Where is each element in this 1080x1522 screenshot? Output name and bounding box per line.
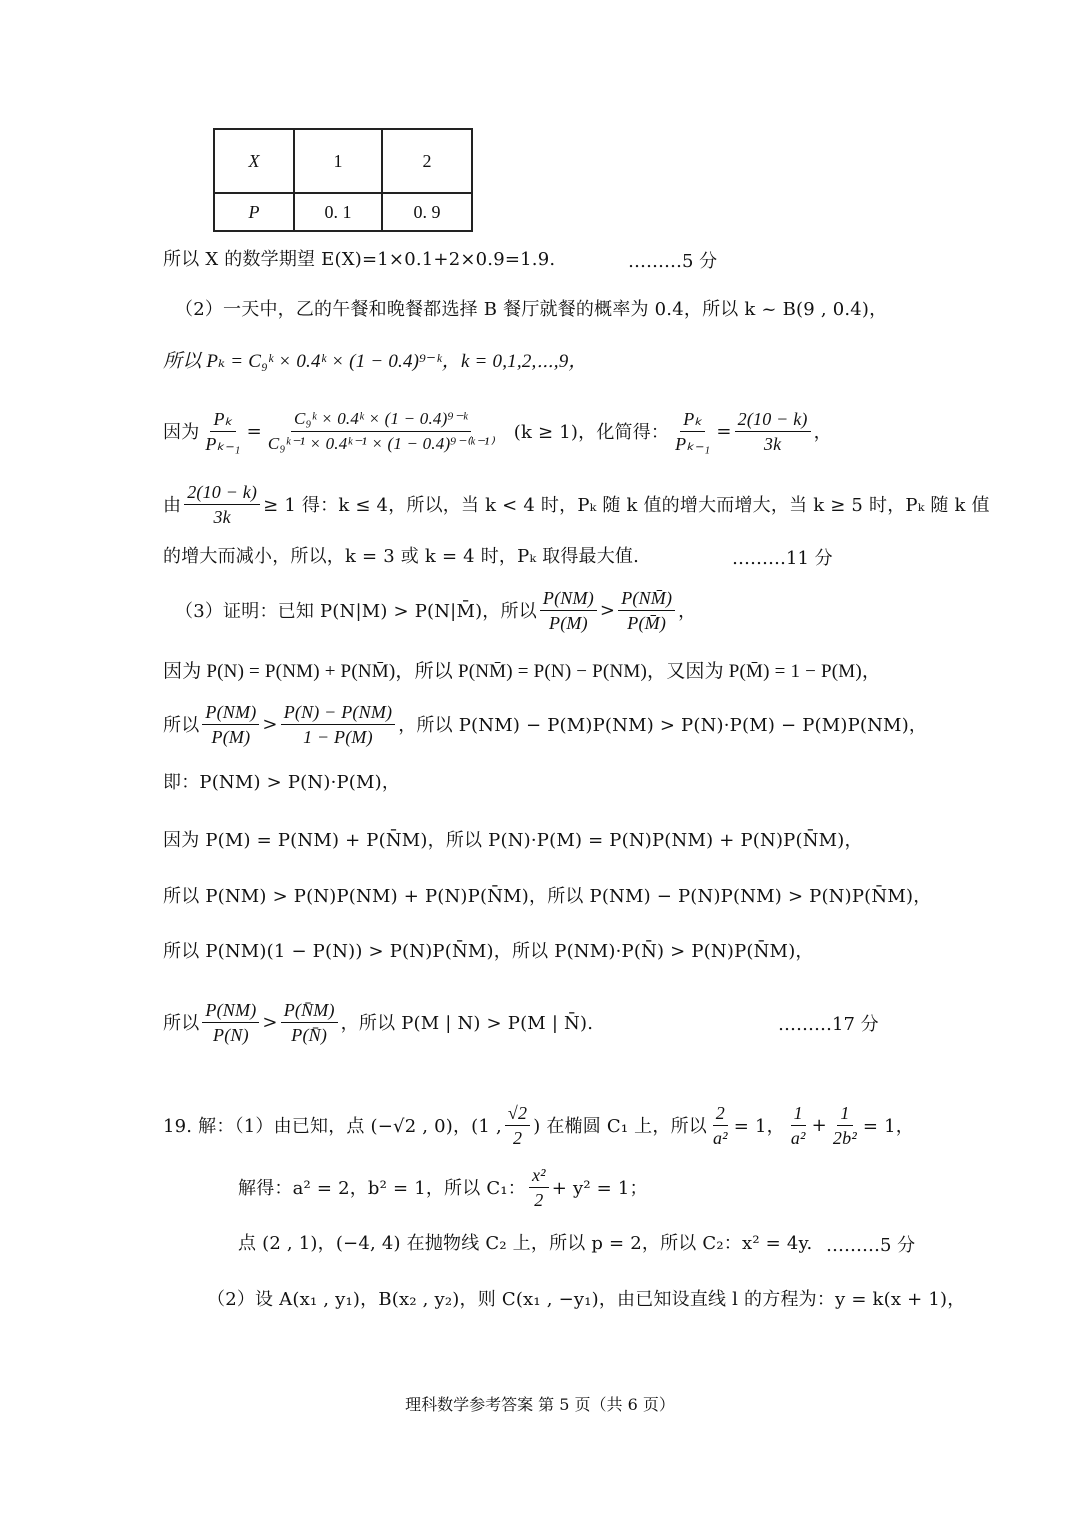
denominator: 3k xyxy=(763,433,782,454)
text: ， xyxy=(678,601,697,622)
fraction xyxy=(529,1163,549,1212)
denominator: C₉ᵏ⁻¹ × 0.4ᵏ⁻¹ × (1 − 0.4)⁹⁻⁽ᵏ⁻¹⁾ xyxy=(267,433,494,453)
fraction xyxy=(788,1101,809,1150)
proof-line xyxy=(163,816,863,862)
text: 的增大而减小，所以，k = 3 或 k = 4 时，Pₖ 取得最大值. xyxy=(163,546,640,567)
numerator: P(NM) xyxy=(540,586,597,611)
proof-line xyxy=(163,872,931,918)
denominator: 2b² xyxy=(832,1127,857,1148)
numerator: P(NM) xyxy=(202,700,259,725)
fraction xyxy=(202,407,243,456)
fraction xyxy=(202,998,259,1047)
proof-line xyxy=(163,758,400,804)
denominator: 1 − P(M) xyxy=(303,726,373,747)
denominator: a² xyxy=(790,1127,806,1148)
score-5: ………5 分 xyxy=(628,251,718,272)
denominator: 2 xyxy=(512,1127,523,1148)
parabola-line xyxy=(238,1219,812,1265)
text: 所以 X 的数学期望 E(X)=1×0.1+2×0.9=1.9. xyxy=(163,249,556,270)
text: 所以 P(NM)(1 − P(N)) > P(N)P(N̄M)，所以 P(NM)·P(N̄) > P(N)P(N̄M)， xyxy=(163,941,814,962)
text: 由 xyxy=(163,495,182,516)
text: + y² = 1； xyxy=(551,1178,648,1199)
fraction xyxy=(202,700,259,749)
fraction xyxy=(265,407,497,456)
numerator: 2(10 − k) xyxy=(184,480,260,505)
denominator: a² xyxy=(712,1127,728,1148)
conclusion-line xyxy=(163,532,639,578)
part3-intro: （3）证明：已知 P(N|M) > P(N|M̄)，所以 $\frac{P(NM)}{P(M)}$ > $\frac{P(NM̄)}{P(M̄)}$ ， xyxy=(175,587,697,633)
part2-setup xyxy=(207,1275,965,1321)
denominator: 2 xyxy=(534,1189,544,1210)
text: 因为 P(M) = P(NM) + P(N̄M)，所以 P(N)·P(M) = P(N)P(NM) + P(N)P(N̄M)， xyxy=(163,830,863,851)
numerator: Pₖ xyxy=(210,407,235,432)
denominator: P(M̄) xyxy=(627,612,667,633)
text: ，所以 P(NM) − P(M)P(NM) > P(N)·P(M) − P(M)P(NM)， xyxy=(398,715,928,736)
text: = 1， xyxy=(862,1116,914,1137)
text: = 1， xyxy=(733,1116,785,1137)
pk-formula-line xyxy=(163,336,588,382)
numerator: P(NM̄) xyxy=(618,586,675,611)
text: ) 在椭圆 C₁ 上，所以 xyxy=(533,1116,707,1137)
numerator: C₉ᵏ × 0.4ᵏ × (1 − 0.4)⁹⁻ᵏ xyxy=(291,407,471,432)
text: ，所以 P(M | N) > P(M | N̄). xyxy=(340,1013,594,1034)
numerator: 1 xyxy=(837,1101,852,1126)
text: 所以 P(NM) > P(N)P(NM) + P(N)P(N̄M)，所以 P(NM) − P(N)P(NM) > P(N)P(N̄M)， xyxy=(163,886,932,907)
q19-intro xyxy=(163,1097,914,1153)
fraction xyxy=(540,586,597,635)
proof-line xyxy=(163,646,881,692)
inequality-line xyxy=(163,476,990,532)
numerator: P(N̄M) xyxy=(281,998,338,1023)
table-cell: P xyxy=(214,193,294,231)
proof-final-line: 所以 $\frac{P(NM)}{P(N)}$ > $\frac{P(N̄M)}{P(N̄)}$ ，所以 P(M | N) > P(M | N̄). xyxy=(163,999,594,1045)
denominator: Pₖ₋₁ xyxy=(675,433,711,454)
numerator: x² xyxy=(529,1163,549,1188)
denominator: P(N) xyxy=(213,1024,249,1045)
distribution-table xyxy=(213,128,473,232)
numerator: Pₖ xyxy=(680,407,705,432)
numerator: 2 xyxy=(713,1101,728,1126)
table-cell: 2 xyxy=(382,129,472,193)
score-11: ………11 分 xyxy=(732,548,833,569)
numerator: √2 xyxy=(505,1101,530,1126)
proof-line: 所以 $\frac{P(NM)}{P(M)}$ > $\frac{P(N) - P(NM)}{1 - P(M)}$ ，所以 P(NM) − P(M)P(NM) > P(N)·P(M) − P(M)P(NM)， xyxy=(163,701,928,747)
text: 因为 xyxy=(163,422,200,443)
denominator: Pₖ₋₁ xyxy=(205,433,241,454)
table-cell: 0. 1 xyxy=(294,193,382,231)
text: + xyxy=(811,1114,827,1136)
numerator: 1 xyxy=(791,1101,806,1126)
text: 所以 Pₖ = C₉ᵏ × 0.4ᵏ × (1 − 0.4)⁹⁻ᵏ，k = 0,1,2,⋯,9， xyxy=(163,350,588,372)
text: （2）设 A(x₁ , y₁)，B(x₂ , y₂)，则 C(x₁ , −y₁)，由已知设直线 l 的方程为：y = k(x + 1)， xyxy=(207,1289,966,1310)
fraction xyxy=(618,586,675,635)
fraction xyxy=(281,700,396,749)
text: 点 (2 , 1)，(−4, 4) 在抛物线 C₂ 上，所以 p = 2，所以 C₂：x² = 4y. xyxy=(238,1233,813,1254)
text: (k ≥ 1)，化简得： xyxy=(513,422,670,443)
ratio-line: 因为 $\frac{\text{Pₖ}}{\text{Pₖ₋₁}}$ = $\frac{\text{C₉ᵏ × 0.4ᵏ × (1 − 0.4)⁹⁻ᵏ}}{\text{C₉ᵏ⁻¹ × 0.4ᵏ⁻¹ × (1 − 0.4)⁹⁻⁽ᵏ⁻¹⁾}}$ (k ≥ 1)，化简得： $\frac{\text{Pₖ}}{\text{Pₖ₋₁}}$ = $\frac{2(10 - k)}{3k}$ ， xyxy=(163,408,832,454)
text: （3）证明：已知 P(N|M) > P(N|M̄)，所以 xyxy=(175,601,537,622)
numerator: P(N) − P(NM) xyxy=(281,700,396,725)
expectation-line xyxy=(163,235,555,281)
solve-line xyxy=(238,1160,648,1214)
page-footer: 理科数学参考答案 第 5 页（共 6 页） xyxy=(405,1395,675,1414)
text: （2）一天中，乙的午餐和晚餐都选择 B 餐厅就餐的概率为 0.4，所以 k ~ B(9 , 0.4)， xyxy=(175,299,888,320)
denominator: P(M) xyxy=(211,726,251,747)
text: 所以 xyxy=(163,715,200,736)
denominator: P(M) xyxy=(549,612,588,633)
score-5b: ………5 分 xyxy=(826,1235,916,1256)
text: ≥ 1 得：k ≤ 4，所以，当 k < 4 时，Pₖ 随 k 值的增大而增大，当 k ≥ 5 时，Pₖ 随 k 值 xyxy=(263,495,990,516)
score-17: ………17 分 xyxy=(778,1014,879,1035)
numerator: P(NM) xyxy=(202,998,259,1023)
fraction xyxy=(505,1101,530,1150)
fraction xyxy=(672,407,713,456)
text: 因为 P(N) = P(NM) + P(NM̄)，所以 P(NM̄) = P(N) − P(NM)，又因为 P(M̄) = 1 − P(M)， xyxy=(163,660,882,682)
denominator: 3k xyxy=(213,506,231,527)
numerator: 2(10 − k) xyxy=(735,407,811,432)
table-row xyxy=(214,193,472,231)
table-cell: 0. 9 xyxy=(382,193,472,231)
proof-line xyxy=(163,927,814,973)
table-cell: 1 xyxy=(294,129,382,193)
fraction xyxy=(281,998,338,1047)
fraction xyxy=(710,1101,731,1150)
text: 即：P(NM) > P(N)·P(M)， xyxy=(163,772,401,793)
text: ， xyxy=(813,422,832,443)
denominator: P(N̄) xyxy=(291,1024,328,1045)
fraction xyxy=(735,407,811,456)
text: 所以 xyxy=(163,1013,200,1034)
part2-intro xyxy=(175,285,887,331)
table-row xyxy=(214,129,472,193)
text: 解得：a² = 2，b² = 1，所以 C₁： xyxy=(238,1178,526,1199)
fraction xyxy=(830,1101,860,1150)
text: 19. 解：（1）由已知，点 (−√2 , 0)，(1 , xyxy=(163,1116,502,1137)
table-cell: X xyxy=(214,129,294,193)
fraction xyxy=(184,480,260,529)
